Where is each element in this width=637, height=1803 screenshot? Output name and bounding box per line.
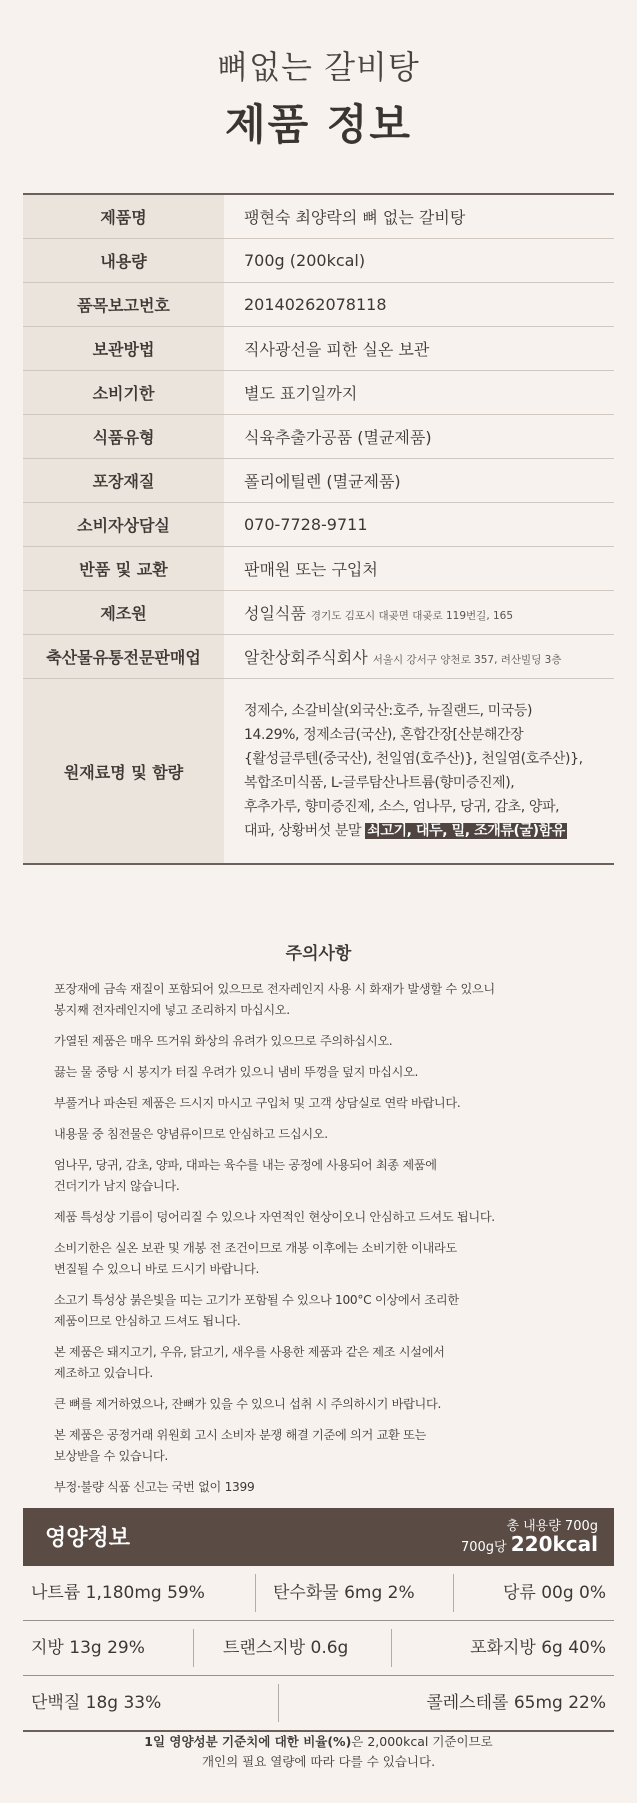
info-value: 식육추출가공품 (멸균제품): [224, 415, 614, 459]
caution-item: [54, 1477, 614, 1498]
caution-line: 소비기한은 실온 보관 및 개봉 전 조건이므로 개봉 이후에는 소비기한 이내라도: [54, 1241, 457, 1255]
info-value: 판매원 또는 구입처: [224, 547, 614, 591]
ingredients-line: 후추가루, 향미증진제, 소스, 엄나무, 당귀, 감초, 양파,: [244, 799, 560, 815]
info-value-manufacturer: [224, 591, 614, 635]
product-info-table: [23, 193, 614, 865]
nutrition-per-serving: [461, 1532, 598, 1556]
info-row: [23, 459, 614, 503]
nutrition-kcal: 220kcal: [510, 1532, 598, 1556]
info-value: 20140262078118: [224, 283, 614, 327]
info-label: 품목보고번호: [23, 283, 224, 327]
caution-line: 끓는 물 중탕 시 봉지가 터질 우려가 있으니 냄비 뚜껑을 덮지 마십시오.: [54, 1065, 419, 1079]
divider: [453, 1574, 454, 1612]
nutrition-row: [23, 1676, 614, 1732]
info-row: [23, 503, 614, 547]
ingredients-line: 복합조미식품, L-글루탐산나트륨(향미증진제),: [244, 775, 515, 791]
footnote-line: [0, 1732, 637, 1752]
caution-item: [54, 1155, 614, 1197]
caution-line: 제조하고 있습니다.: [54, 1366, 153, 1380]
caution-list: [54, 979, 614, 1508]
caution-line: 소고기 특성상 붉은빛을 띠는 고기가 포함될 수 있으나 100°C 이상에서 조리한: [54, 1293, 459, 1307]
caution-line: 엄나무, 당귀, 감초, 양파, 대파는 육수를 내는 공정에 사용되어 최종 제품에: [54, 1158, 437, 1172]
caution-line: 제품이므로 안심하고 드셔도 됩니다.: [54, 1314, 241, 1328]
nutrition-header: [23, 1508, 614, 1566]
caution-line: 부정·불량 식품 신고는 국번 없이 1399: [54, 1480, 255, 1494]
caution-line: 가열된 제품은 매우 뜨거워 화상의 유려가 있으므로 주의하십시오.: [54, 1034, 393, 1048]
footnote-line: 개인의 필요 열량에 따라 다를 수 있습니다.: [201, 1754, 436, 1769]
caution-line: 봉지째 전자레인지에 넣고 조리하지 마십시오.: [54, 1003, 290, 1017]
caution-title: 주의사항: [285, 944, 352, 964]
ingredients-line: 정제수, 소갈비살(외국산:호주, 뉴질랜드, 미국등): [244, 703, 533, 719]
caution-item: [54, 1342, 614, 1384]
distributor-address: 서울시 강서구 양천로 357, 려산빌딩 3층: [372, 654, 562, 666]
caution-item: [54, 1207, 614, 1228]
nutrition-title: 영양정보: [45, 1526, 131, 1551]
info-value: 700g (200kcal): [224, 239, 614, 283]
nutrition-sugar: 당류 00g 0%: [502, 1583, 606, 1603]
caution-line: 보상받을 수 있습니다.: [54, 1449, 168, 1463]
info-label: 포장재질: [23, 459, 224, 503]
nutrition-sodium: 나트륨 1,180mg 59%: [31, 1583, 205, 1603]
caution-line: 큰 뼈를 제거하였으나, 잔뼈가 있을 수 있으니 섭취 시 주의하시기 바랍니다.: [54, 1397, 442, 1411]
caution-item: [54, 1290, 614, 1332]
caution-item: [54, 1394, 614, 1415]
info-value: 폴리에틸렌 (멸균제품): [224, 459, 614, 503]
nutrition-total-amount: 총 내용량 700g: [506, 1519, 598, 1534]
divider: [278, 1684, 279, 1722]
info-row: [23, 239, 614, 283]
info-value: 070-7728-9711: [224, 503, 614, 547]
nutrition-fat: 지방 13g 29%: [31, 1638, 145, 1658]
nutrition-carbohydrate: 탄수화물 6mg 2%: [273, 1583, 415, 1603]
info-value: 직사광선을 피한 실온 보관: [224, 327, 614, 371]
caution-line: 건더기가 남지 않습니다.: [54, 1179, 180, 1193]
info-label: 내용량: [23, 239, 224, 283]
nutrition-footnote: [0, 1732, 637, 1772]
info-label: 축산물유통전문판매업: [23, 635, 224, 679]
nutrition-protein: 단백질 18g 33%: [31, 1693, 162, 1713]
info-label: 반품 및 교환: [23, 547, 224, 591]
caution-item: [54, 1093, 614, 1114]
distributor-name: 알찬상회주식회사: [244, 648, 368, 667]
caution-item: [54, 1238, 614, 1280]
nutrition-row: [23, 1566, 614, 1621]
nutrition-cholesterol: 콜레스테롤 65mg 22%: [426, 1693, 606, 1713]
info-row: [23, 591, 614, 635]
allergen-highlight: 쇠고기, 대두, 밀, 조개류(굴)함유: [367, 823, 565, 839]
info-row: [23, 371, 614, 415]
caution-line: 본 제품은 돼지고기, 우유, 닭고기, 새우를 사용한 제품과 같은 제조 시설에서: [54, 1345, 445, 1359]
footnote-bold: 1일 영양성분 기준치에 대한 비율(%): [144, 1734, 352, 1749]
info-row: [23, 194, 614, 239]
caution-item: [54, 1031, 614, 1052]
caution-item: [54, 979, 614, 1021]
caution-item: [54, 1124, 614, 1145]
caution-item: [54, 1062, 614, 1083]
caution-line: 제품 특성상 기름이 덩어리질 수 있으나 자연적인 현상이오니 안심하고 드셔도 됩니다.: [54, 1210, 495, 1224]
caution-line: 변질될 수 있으니 바로 드시기 바랍니다.: [54, 1262, 260, 1276]
info-row: [23, 327, 614, 371]
divider: [391, 1629, 392, 1667]
ingredients-value: [224, 679, 614, 865]
ingredients-line: {활성글루텐(중국산), 천일염(호주산)}, 천일염(호주산)},: [244, 751, 583, 767]
ingredients-last-text: 대파, 상황버섯 분말: [244, 823, 362, 839]
ingredients-line: 14.29%, 정제소금(국산), 혼합간장[산분해간장: [244, 727, 524, 743]
info-label: 보관방법: [23, 327, 224, 371]
info-label: 소비기한: [23, 371, 224, 415]
nutrition-row: [23, 1621, 614, 1676]
ingredients-row: [23, 679, 614, 865]
footnote-text: 은 2,000kcal 기준이므로: [351, 1734, 493, 1749]
info-label: 제품명: [23, 194, 224, 239]
ingredients-label: 원재료명 및 함량: [23, 679, 224, 865]
divider: [255, 1574, 256, 1612]
divider: [193, 1629, 194, 1667]
caution-line: 본 제품은 공정거래 위원회 고시 소비자 분쟁 해결 기준에 의거 교환 또는: [54, 1428, 427, 1442]
manufacturer-name: 성일식품: [244, 604, 306, 623]
info-row: [23, 635, 614, 679]
info-label: 식품유형: [23, 415, 224, 459]
manufacturer-address: 경기도 김포시 대곶면 대곶로 119번길, 165: [310, 610, 514, 622]
info-value: 팽현숙 최양락의 뼈 없는 갈비탕: [224, 194, 614, 239]
info-value-distributor: [224, 635, 614, 679]
caution-line: 내용물 중 침전물은 양념류이므로 안심하고 드십시오.: [54, 1127, 328, 1141]
info-label: 제조원: [23, 591, 224, 635]
ingredients-line: [244, 819, 614, 843]
nutrition-trans-fat: 트랜스지방 0.6g: [223, 1638, 349, 1658]
caution-line: 포장재에 금속 재질이 포함되어 있으므로 전자레인지 사용 시 화재가 발생할 수 있으니: [54, 982, 495, 996]
info-row: [23, 547, 614, 591]
info-label: 소비자상담실: [23, 503, 224, 547]
info-value: 별도 표기일까지: [224, 371, 614, 415]
nutrition-per-prefix: 700g당: [460, 1540, 507, 1555]
product-subtitle: 뼈없는 갈비탕: [217, 48, 420, 86]
page-title: 제품 정보: [225, 100, 412, 149]
caution-item: [54, 1425, 614, 1467]
info-row: [23, 283, 614, 327]
info-row: [23, 415, 614, 459]
caution-line: 부풀거나 파손된 제품은 드시지 마시고 구입처 및 고객 상담실로 연락 바랍니다.: [54, 1096, 461, 1110]
nutrition-saturated-fat: 포화지방 6g 40%: [470, 1638, 606, 1658]
